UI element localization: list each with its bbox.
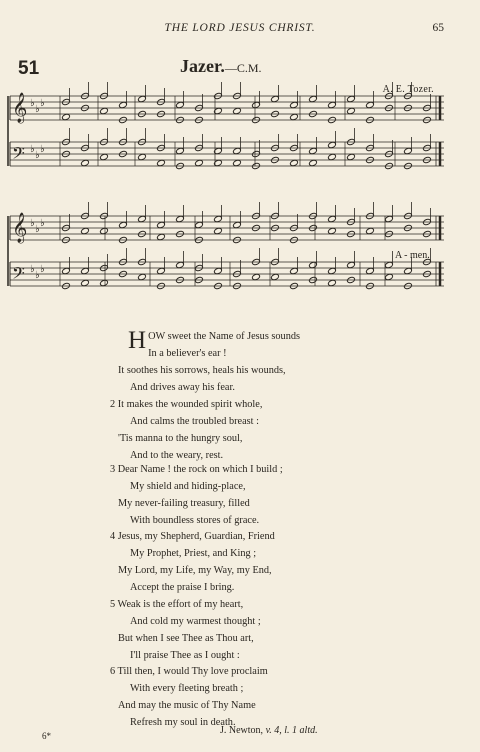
svg-text:♭: ♭: [30, 218, 35, 229]
svg-text:♭: ♭: [40, 218, 45, 229]
verse-line: [118, 413, 262, 430]
svg-text:𝄞: 𝄞: [12, 213, 28, 243]
verse-number: 3: [110, 464, 118, 475]
svg-text:𝄢: 𝄢: [12, 143, 25, 167]
verse-text: Dear Name ! the rock on which I build ;: [117, 464, 283, 475]
verse-text: My Prophet, Priest, and King ;: [130, 548, 257, 560]
verse-6: [110, 663, 268, 731]
verse-line: [110, 396, 262, 413]
verse-number: 4: [110, 531, 118, 542]
meter: —C.M.: [224, 61, 262, 75]
svg-text:♭: ♭: [40, 144, 45, 155]
verse-line: [110, 528, 275, 545]
svg-text:𝄢: 𝄢: [12, 263, 25, 287]
verse-line: [118, 613, 261, 630]
svg-text:♭: ♭: [30, 264, 35, 275]
verse-text: It soothes his sorrows, heals his wounds,: [118, 365, 286, 377]
verse-text: OW sweet the Name of Jesus sounds: [148, 331, 301, 342]
running-title: THE LORD JESUS CHRIST.: [164, 22, 316, 34]
verse-text: And to the weary, rest.: [130, 450, 224, 462]
verse-text: And calms the troubled breast :: [130, 416, 259, 428]
svg-text:♭: ♭: [30, 98, 35, 109]
verse-line: [118, 430, 262, 447]
verse-text: 'Tis manna to the hungry soul,: [118, 433, 243, 445]
verse-line: [118, 697, 268, 714]
verse-1: [118, 328, 300, 396]
verse-5: [110, 596, 261, 664]
verse-line: [118, 647, 261, 664]
hymn-number: 51: [18, 58, 40, 79]
attribution: [220, 725, 318, 736]
amen-label: A - men.: [395, 250, 430, 261]
verse-text: With every fleeting breath ;: [130, 683, 244, 695]
composer: A. E. Tozer.: [382, 84, 434, 95]
page-number: 65: [432, 22, 444, 34]
verse-line: [118, 630, 261, 647]
verse-number: 2: [110, 399, 118, 410]
verse-number: 5: [110, 599, 118, 610]
verse-text: And cold my warmest thought ;: [130, 616, 261, 628]
verse-line: [118, 495, 283, 512]
verse-line: [118, 478, 283, 495]
verse-text: It makes the wounded spirit whole,: [117, 399, 263, 410]
verse-line: [110, 596, 261, 613]
tune-title: Jazer.: [180, 56, 225, 76]
verse-text: My never-failing treasury, filled: [118, 498, 250, 510]
verse-text: My Lord, my Life, my Way, my End,: [118, 565, 272, 577]
svg-text:♭: ♭: [30, 144, 35, 155]
verse-text: I'll praise Thee as I ought :: [130, 650, 240, 662]
verse-text: Accept the praise I bring.: [130, 582, 235, 594]
verse-text: And drives away his fear.: [130, 382, 235, 394]
svg-text:♭: ♭: [40, 264, 45, 275]
verse-line: [110, 461, 283, 478]
verse-line: [118, 379, 300, 396]
verse-2: [110, 396, 263, 464]
verse-text: But when I see Thee as Thou art,: [118, 633, 254, 645]
verse-text: Weak is the effort of my heart,: [117, 599, 244, 610]
verse-line: [118, 512, 283, 529]
verse-text: Till then, I would Thy love proclaim: [117, 666, 268, 677]
drop-cap: H: [128, 327, 147, 354]
verse-line: [118, 562, 275, 579]
verse-text: With boundless stores of grace.: [130, 515, 260, 527]
signature-mark: 6*: [42, 731, 51, 741]
music-score: [0, 0, 480, 310]
verse-text: Refresh my soul in death.: [130, 717, 236, 729]
verse-line: [118, 680, 268, 697]
svg-text:♭: ♭: [35, 104, 40, 115]
verse-number: 6: [110, 666, 118, 677]
verse-text: And may the music of Thy Name: [118, 700, 256, 712]
svg-text:♭: ♭: [35, 270, 40, 281]
verse-line: [110, 663, 268, 680]
verse-4: [110, 528, 275, 596]
verse-line: [118, 579, 275, 596]
svg-text:♭: ♭: [40, 98, 45, 109]
author: J. Newton,: [220, 725, 264, 736]
verse-line: [118, 362, 300, 379]
svg-text:♭: ♭: [35, 150, 40, 161]
verse-line: [118, 545, 275, 562]
verse-3: [110, 461, 283, 529]
verse-text: My shield and hiding-place,: [130, 481, 246, 493]
svg-text:♭: ♭: [35, 224, 40, 235]
svg-text:𝄞: 𝄞: [12, 93, 28, 123]
verse-text: Jesus, my Shepherd, Guardian, Friend: [117, 531, 275, 542]
verse-text: In a believer's ear !: [148, 348, 227, 360]
alteration-note: v. 4, l. 1 altd.: [265, 725, 318, 736]
